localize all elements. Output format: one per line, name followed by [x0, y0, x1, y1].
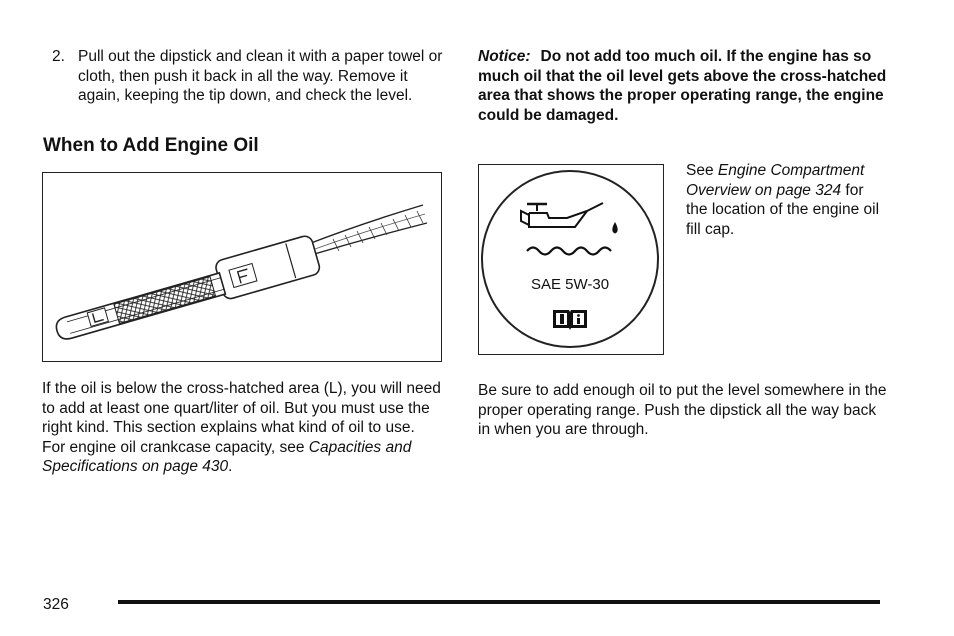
step-text: Pull out the dipstick and clean it with a paper towel or cloth, then push it back in all the way. Remove it again, keeping the tip down, and check the level. — [78, 48, 443, 104]
add-oil-paragraph: If the oil is below the cross-hatched area (L), you will need to add at least one quart/liter of oil. But you must use the right kind. This section explains what kind of oil to use. For engine oil crankcase capacity, see Capacities and Specifications on page 430. — [42, 380, 441, 475]
dipstick-drawing — [43, 173, 440, 360]
notice-block — [478, 47, 888, 125]
oil-level-paragraph: Be sure to add enough oil to put the level somewhere in the proper operating range. Push the dipstick all the way back in when you are through. — [478, 382, 887, 438]
oil-cap-drawing — [479, 165, 662, 353]
fill-cap-location-paragraph: See Engine Compartment Overview on page 324 for the location of the engine oil fill cap. — [686, 162, 880, 238]
dipstick-illustration — [42, 172, 442, 362]
engine-compartment-reference-link[interactable]: Engine Compartment Overview on page 324 — [686, 162, 865, 199]
footer-rule — [118, 600, 880, 604]
oil-fill-cap-illustration — [478, 164, 664, 355]
notice-text: Do not add too much oil. If the engine has so much oil that the oil level gets above the cross-hatched area that shows the proper operating range, the engine could be damaged. — [478, 48, 887, 124]
owner-manual-icon — [553, 310, 587, 330]
page-number: 326 — [43, 596, 69, 613]
capacities-reference-link[interactable]: Capacities and Specifications on page 430 — [42, 438, 412, 475]
section-heading: When to Add Engine Oil — [43, 135, 259, 156]
oil-grade-label: SAE 5W-30 — [530, 276, 610, 293]
notice-label: Notice: — [478, 48, 531, 65]
step-number: 2. — [52, 48, 65, 65]
